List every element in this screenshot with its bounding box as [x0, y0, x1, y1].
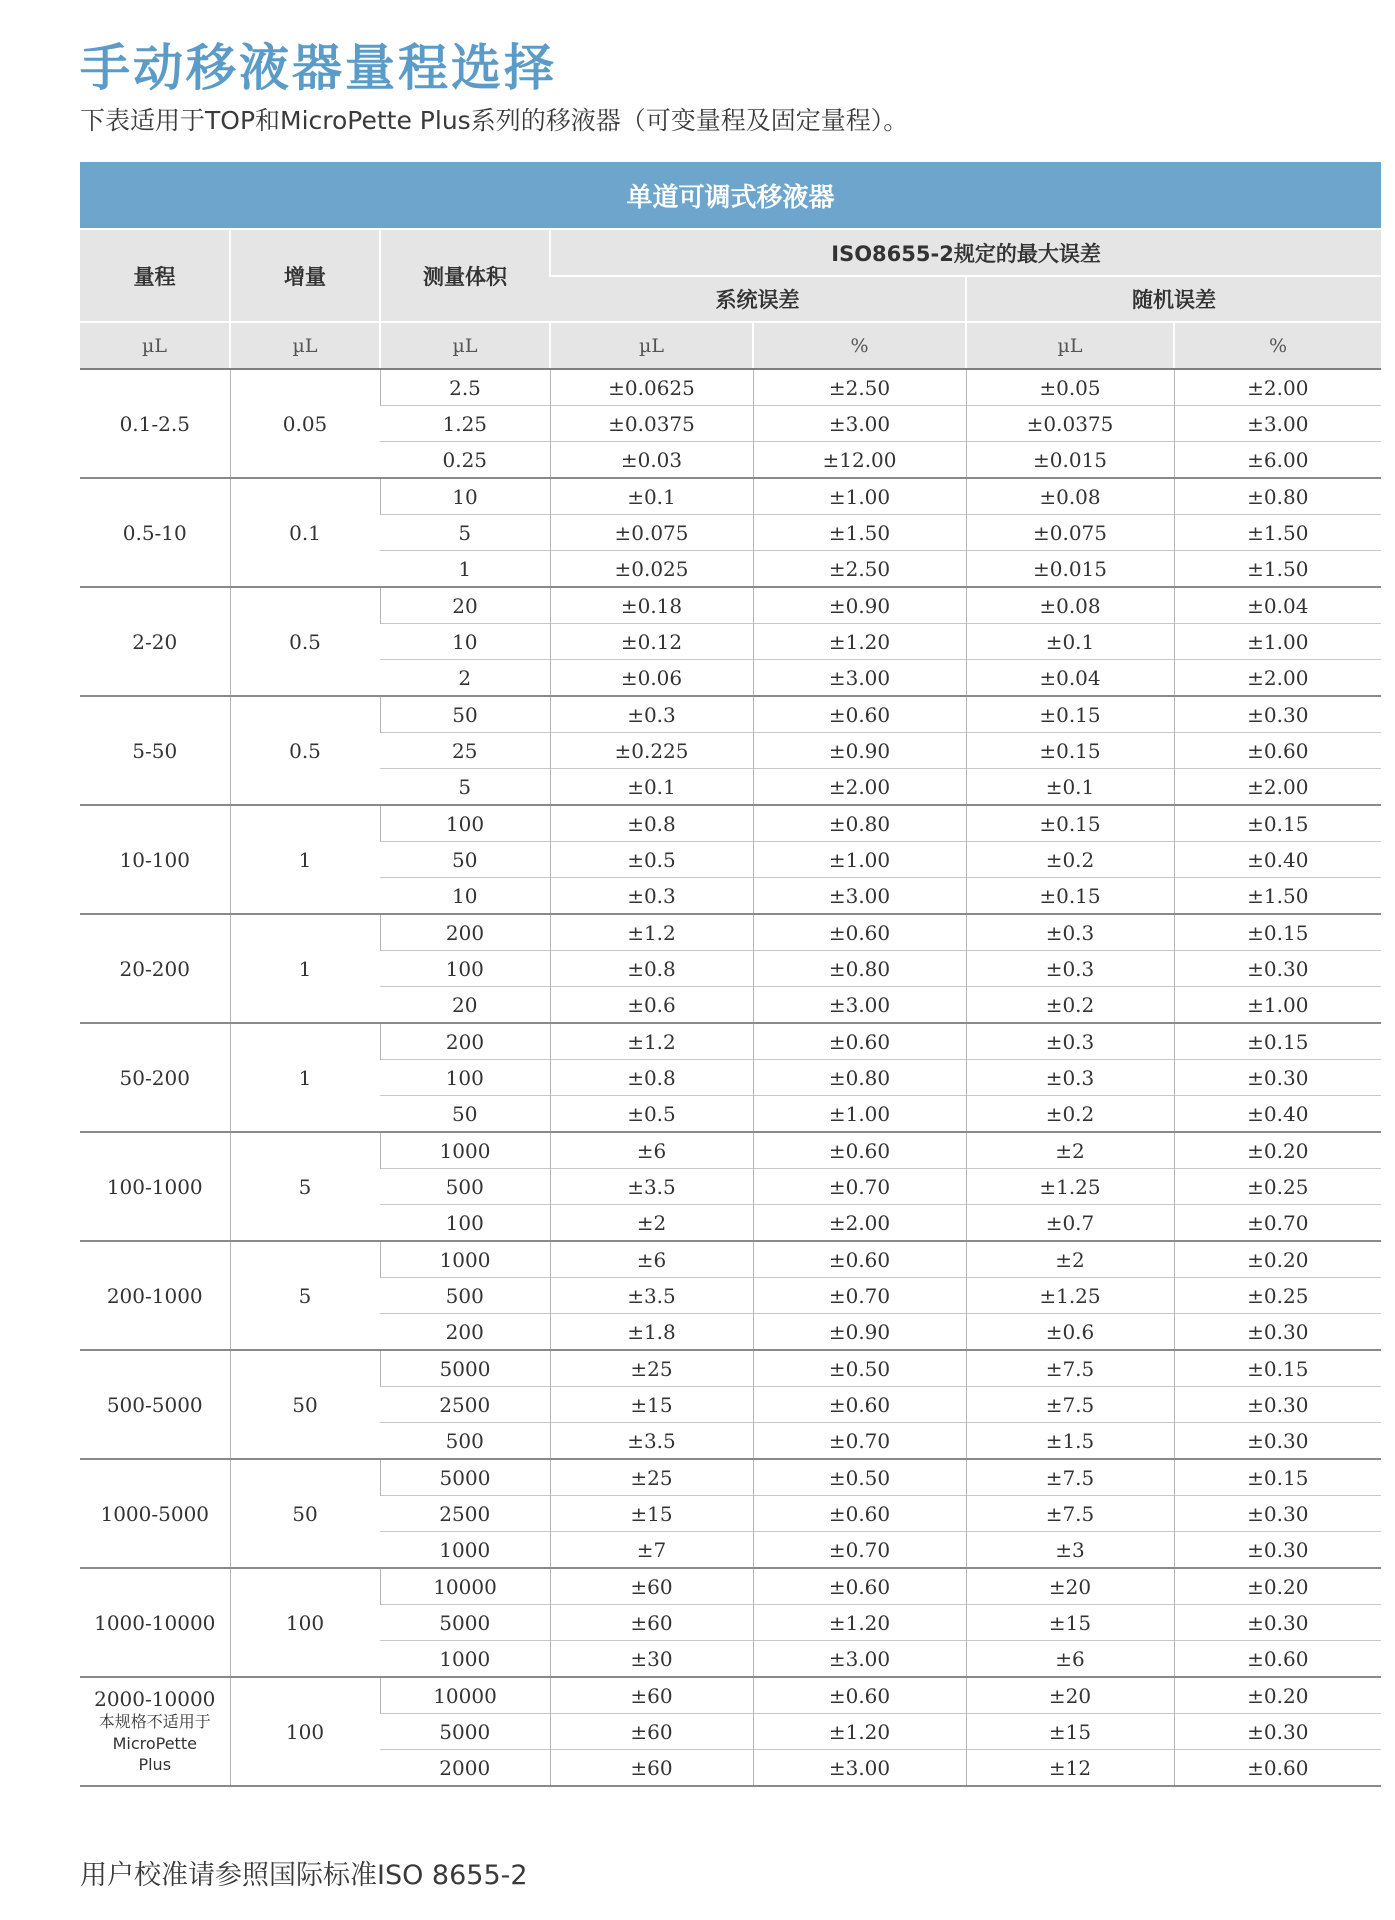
systematic-pct-cell: ±0.70	[753, 1278, 966, 1314]
volume-cell: 2.5	[380, 369, 550, 406]
table-row	[80, 1568, 1381, 1605]
unit-cell: µL	[550, 322, 753, 369]
header-range: 量程	[80, 229, 230, 322]
unit-cell: µL	[230, 322, 380, 369]
volume-cell: 10000	[380, 1568, 550, 1605]
table-row	[80, 587, 1381, 624]
systematic-pct-cell: ±0.90	[753, 587, 966, 624]
volume-cell: 100	[380, 1205, 550, 1242]
random-pct-cell: ±0.20	[1174, 1677, 1381, 1714]
range-value: 100-1000	[106, 1174, 203, 1199]
systematic-pct-cell: ±2.50	[753, 369, 966, 406]
random-ul-cell: ±0.0375	[966, 406, 1174, 442]
page-subtitle: 下表适用于TOP和MicroPette Plus系列的移液器（可变量程及固定量程）。	[80, 106, 909, 135]
random-ul-cell: ±0.075	[966, 515, 1174, 551]
random-ul-cell: ±12	[966, 1750, 1174, 1787]
systematic-pct-cell: ±0.80	[753, 1060, 966, 1096]
random-ul-cell: ±1.5	[966, 1423, 1174, 1460]
table-row	[80, 478, 1381, 515]
range-cell	[80, 696, 230, 805]
systematic-ul-cell: ±0.0625	[550, 369, 753, 406]
systematic-pct-cell: ±1.20	[753, 1605, 966, 1641]
random-pct-cell: ±0.70	[1174, 1205, 1381, 1242]
range-group	[80, 696, 1381, 805]
increment-cell: 0.1	[230, 478, 380, 587]
systematic-pct-cell: ±3.00	[753, 878, 966, 915]
systematic-pct-cell: ±0.90	[753, 733, 966, 769]
random-pct-cell: ±1.50	[1174, 878, 1381, 915]
table-row	[80, 1241, 1381, 1278]
range-value: 20-200	[119, 956, 190, 981]
systematic-ul-cell: ±0.0375	[550, 406, 753, 442]
increment-cell: 50	[230, 1459, 380, 1568]
random-ul-cell: ±20	[966, 1568, 1174, 1605]
random-pct-cell: ±0.40	[1174, 842, 1381, 878]
volume-cell: 500	[380, 1423, 550, 1460]
random-ul-cell: ±0.15	[966, 805, 1174, 842]
systematic-ul-cell: ±60	[550, 1750, 753, 1787]
range-group	[80, 1350, 1381, 1459]
unit-cell: µL	[966, 322, 1174, 369]
range-cell	[80, 587, 230, 696]
range-value: 0.1-2.5	[119, 411, 190, 436]
range-value: 50-200	[119, 1065, 190, 1090]
volume-cell: 1	[380, 551, 550, 588]
random-ul-cell: ±0.15	[966, 878, 1174, 915]
volume-cell: 1000	[380, 1532, 550, 1569]
range-cell	[80, 1023, 230, 1132]
systematic-ul-cell: ±15	[550, 1496, 753, 1532]
systematic-ul-cell: ±6	[550, 1132, 753, 1169]
systematic-pct-cell: ±3.00	[753, 1750, 966, 1787]
systematic-pct-cell: ±2.00	[753, 1205, 966, 1242]
increment-cell: 5	[230, 1132, 380, 1241]
systematic-ul-cell: ±0.5	[550, 842, 753, 878]
random-pct-cell: ±0.20	[1174, 1568, 1381, 1605]
systematic-pct-cell: ±0.60	[753, 1241, 966, 1278]
volume-cell: 10	[380, 624, 550, 660]
range-group	[80, 805, 1381, 914]
volume-cell: 200	[380, 1023, 550, 1060]
systematic-ul-cell: ±0.03	[550, 442, 753, 479]
random-pct-cell: ±0.04	[1174, 587, 1381, 624]
systematic-ul-cell: ±3.5	[550, 1423, 753, 1460]
range-group	[80, 587, 1381, 696]
random-ul-cell: ±0.05	[966, 369, 1174, 406]
volume-cell: 2000	[380, 1750, 550, 1787]
random-pct-cell: ±0.25	[1174, 1278, 1381, 1314]
systematic-ul-cell: ±30	[550, 1641, 753, 1678]
random-pct-cell: ±1.50	[1174, 515, 1381, 551]
range-value: 2000-10000	[94, 1687, 216, 1712]
random-ul-cell: ±0.7	[966, 1205, 1174, 1242]
random-pct-cell: ±0.60	[1174, 733, 1381, 769]
systematic-ul-cell: ±0.3	[550, 696, 753, 733]
systematic-pct-cell: ±0.50	[753, 1459, 966, 1496]
systematic-ul-cell: ±0.1	[550, 769, 753, 806]
random-ul-cell: ±0.015	[966, 551, 1174, 588]
systematic-ul-cell: ±0.025	[550, 551, 753, 588]
increment-cell: 5	[230, 1241, 380, 1350]
unit-cell: µL	[380, 322, 550, 369]
random-ul-cell: ±0.6	[966, 1314, 1174, 1351]
random-ul-cell: ±0.015	[966, 442, 1174, 479]
systematic-ul-cell: ±0.6	[550, 987, 753, 1024]
systematic-pct-cell: ±2.50	[753, 551, 966, 588]
systematic-pct-cell: ±0.80	[753, 951, 966, 987]
random-pct-cell: ±0.15	[1174, 1023, 1381, 1060]
systematic-pct-cell: ±3.00	[753, 987, 966, 1024]
random-pct-cell: ±0.15	[1174, 1459, 1381, 1496]
random-pct-cell: ±0.15	[1174, 914, 1381, 951]
volume-cell: 5000	[380, 1459, 550, 1496]
table-banner: 单道可调式移液器	[80, 162, 1381, 229]
systematic-pct-cell: ±0.70	[753, 1423, 966, 1460]
volume-cell: 25	[380, 733, 550, 769]
random-pct-cell: ±0.20	[1174, 1132, 1381, 1169]
volume-cell: 1000	[380, 1241, 550, 1278]
volume-cell: 5000	[380, 1350, 550, 1387]
systematic-pct-cell: ±1.20	[753, 1714, 966, 1750]
random-pct-cell: ±0.15	[1174, 805, 1381, 842]
random-pct-cell: ±0.30	[1174, 696, 1381, 733]
random-pct-cell: ±0.30	[1174, 1423, 1381, 1460]
header-volume: 测量体积	[380, 229, 550, 322]
random-pct-cell: ±0.80	[1174, 478, 1381, 515]
increment-cell: 100	[230, 1677, 380, 1786]
increment-cell: 100	[230, 1568, 380, 1677]
systematic-pct-cell: ±2.00	[753, 769, 966, 806]
systematic-pct-cell: ±0.60	[753, 1677, 966, 1714]
systematic-pct-cell: ±0.60	[753, 696, 966, 733]
volume-cell: 1000	[380, 1641, 550, 1678]
random-pct-cell: ±1.00	[1174, 987, 1381, 1024]
table-row	[80, 1459, 1381, 1496]
range-group	[80, 1459, 1381, 1568]
increment-cell: 1	[230, 914, 380, 1023]
systematic-ul-cell: ±60	[550, 1677, 753, 1714]
increment-cell: 0.5	[230, 696, 380, 805]
random-ul-cell: ±1.25	[966, 1169, 1174, 1205]
volume-cell: 200	[380, 914, 550, 951]
range-cell	[80, 478, 230, 587]
table-row	[80, 1677, 1381, 1714]
increment-cell: 0.5	[230, 587, 380, 696]
random-ul-cell: ±0.3	[966, 914, 1174, 951]
systematic-ul-cell: ±3.5	[550, 1278, 753, 1314]
systematic-ul-cell: ±60	[550, 1568, 753, 1605]
volume-cell: 1.25	[380, 406, 550, 442]
systematic-pct-cell: ±0.70	[753, 1532, 966, 1569]
systematic-ul-cell: ±0.225	[550, 733, 753, 769]
page-title: 手动移液器量程选择	[80, 39, 557, 97]
footer-note: 用户校准请参照国际标准ISO 8655-2	[80, 1860, 528, 1891]
random-ul-cell: ±3	[966, 1532, 1174, 1569]
increment-cell: 1	[230, 1023, 380, 1132]
volume-cell: 100	[380, 951, 550, 987]
systematic-ul-cell: ±3.5	[550, 1169, 753, 1205]
volume-cell: 100	[380, 1060, 550, 1096]
range-cell	[80, 1241, 230, 1350]
random-ul-cell: ±1.25	[966, 1278, 1174, 1314]
table-row	[80, 805, 1381, 842]
systematic-ul-cell: ±0.1	[550, 478, 753, 515]
systematic-ul-cell: ±0.12	[550, 624, 753, 660]
random-pct-cell: ±3.00	[1174, 406, 1381, 442]
random-ul-cell: ±0.08	[966, 478, 1174, 515]
unit-cell: %	[1174, 322, 1381, 369]
random-ul-cell: ±7.5	[966, 1350, 1174, 1387]
random-pct-cell: ±0.60	[1174, 1750, 1381, 1787]
systematic-pct-cell: ±0.50	[753, 1350, 966, 1387]
range-value: 2-20	[132, 629, 178, 654]
volume-cell: 2500	[380, 1496, 550, 1532]
systematic-ul-cell: ±6	[550, 1241, 753, 1278]
random-ul-cell: ±7.5	[966, 1496, 1174, 1532]
range-group	[80, 1241, 1381, 1350]
random-pct-cell: ±2.00	[1174, 369, 1381, 406]
table-row	[80, 369, 1381, 406]
range-group	[80, 914, 1381, 1023]
table-row	[80, 1023, 1381, 1060]
random-pct-cell: ±0.40	[1174, 1096, 1381, 1133]
random-pct-cell: ±6.00	[1174, 442, 1381, 479]
volume-cell: 2500	[380, 1387, 550, 1423]
random-pct-cell: ±0.25	[1174, 1169, 1381, 1205]
systematic-ul-cell: ±0.8	[550, 951, 753, 987]
random-ul-cell: ±6	[966, 1641, 1174, 1678]
systematic-ul-cell: ±1.2	[550, 914, 753, 951]
random-pct-cell: ±0.30	[1174, 1532, 1381, 1569]
random-pct-cell: ±0.30	[1174, 1605, 1381, 1641]
random-pct-cell: ±0.30	[1174, 1714, 1381, 1750]
systematic-pct-cell: ±3.00	[753, 660, 966, 697]
increment-cell: 50	[230, 1350, 380, 1459]
volume-cell: 10	[380, 478, 550, 515]
range-group	[80, 478, 1381, 587]
volume-cell: 2	[380, 660, 550, 697]
systematic-ul-cell: ±1.2	[550, 1023, 753, 1060]
systematic-ul-cell: ±0.075	[550, 515, 753, 551]
unit-cell: %	[753, 322, 966, 369]
systematic-pct-cell: ±12.00	[753, 442, 966, 479]
range-cell	[80, 1677, 230, 1786]
volume-cell: 500	[380, 1169, 550, 1205]
range-value: 1000-5000	[100, 1501, 210, 1526]
systematic-pct-cell: ±0.60	[753, 1568, 966, 1605]
systematic-ul-cell: ±0.8	[550, 805, 753, 842]
random-ul-cell: ±0.15	[966, 696, 1174, 733]
systematic-pct-cell: ±0.80	[753, 805, 966, 842]
random-ul-cell: ±0.04	[966, 660, 1174, 697]
range-value: 200-1000	[106, 1283, 203, 1308]
random-ul-cell: ±7.5	[966, 1459, 1174, 1496]
random-ul-cell: ±0.2	[966, 842, 1174, 878]
systematic-pct-cell: ±3.00	[753, 1641, 966, 1678]
random-ul-cell: ±7.5	[966, 1387, 1174, 1423]
range-cell	[80, 1568, 230, 1677]
volume-cell: 20	[380, 987, 550, 1024]
range-group	[80, 1568, 1381, 1677]
header-systematic-error: 系统误差	[550, 276, 966, 322]
range-group	[80, 1023, 1381, 1132]
range-group	[80, 1677, 1381, 1786]
systematic-ul-cell: ±15	[550, 1387, 753, 1423]
range-cell	[80, 1459, 230, 1568]
systematic-pct-cell: ±0.70	[753, 1169, 966, 1205]
random-pct-cell: ±0.30	[1174, 951, 1381, 987]
range-group	[80, 369, 1381, 478]
volume-cell: 50	[380, 696, 550, 733]
random-ul-cell: ±2	[966, 1241, 1174, 1278]
systematic-ul-cell: ±25	[550, 1350, 753, 1387]
table-row	[80, 696, 1381, 733]
header-max-error: ISO8655-2规定的最大误差	[550, 229, 1381, 276]
random-ul-cell: ±0.2	[966, 987, 1174, 1024]
volume-cell: 5	[380, 769, 550, 806]
increment-cell: 0.05	[230, 369, 380, 478]
volume-cell: 200	[380, 1314, 550, 1351]
range-value: 10-100	[119, 847, 190, 872]
random-ul-cell: ±0.1	[966, 624, 1174, 660]
systematic-ul-cell: ±60	[550, 1605, 753, 1641]
systematic-ul-cell: ±0.3	[550, 878, 753, 915]
volume-cell: 0.25	[380, 442, 550, 479]
range-cell	[80, 914, 230, 1023]
systematic-pct-cell: ±1.00	[753, 1096, 966, 1133]
random-pct-cell: ±2.00	[1174, 660, 1381, 697]
systematic-ul-cell: ±25	[550, 1459, 753, 1496]
systematic-pct-cell: ±1.50	[753, 515, 966, 551]
systematic-ul-cell: ±0.18	[550, 587, 753, 624]
volume-cell: 50	[380, 1096, 550, 1133]
table-row	[80, 1350, 1381, 1387]
range-cell	[80, 805, 230, 914]
pipette-range-table	[80, 162, 1381, 1787]
volume-cell: 50	[380, 842, 550, 878]
systematic-ul-cell: ±2	[550, 1205, 753, 1242]
random-pct-cell: ±1.50	[1174, 551, 1381, 588]
increment-cell: 1	[230, 805, 380, 914]
systematic-pct-cell: ±0.60	[753, 914, 966, 951]
systematic-pct-cell: ±1.00	[753, 478, 966, 515]
random-ul-cell: ±0.3	[966, 1060, 1174, 1096]
volume-cell: 1000	[380, 1132, 550, 1169]
random-pct-cell: ±0.30	[1174, 1060, 1381, 1096]
random-pct-cell: ±0.30	[1174, 1387, 1381, 1423]
range-value: 0.5-10	[122, 520, 187, 545]
table-row	[80, 914, 1381, 951]
range-cell	[80, 369, 230, 478]
range-value: 500-5000	[106, 1392, 203, 1417]
systematic-pct-cell: ±0.60	[753, 1387, 966, 1423]
header-increment: 增量	[230, 229, 380, 322]
random-ul-cell: ±20	[966, 1677, 1174, 1714]
systematic-pct-cell: ±3.00	[753, 406, 966, 442]
random-ul-cell: ±15	[966, 1605, 1174, 1641]
random-ul-cell: ±2	[966, 1132, 1174, 1169]
systematic-ul-cell: ±60	[550, 1714, 753, 1750]
random-ul-cell: ±0.2	[966, 1096, 1174, 1133]
systematic-pct-cell: ±1.20	[753, 624, 966, 660]
systematic-pct-cell: ±0.60	[753, 1132, 966, 1169]
volume-cell: 20	[380, 587, 550, 624]
volume-cell: 100	[380, 805, 550, 842]
random-ul-cell: ±0.3	[966, 951, 1174, 987]
range-cell	[80, 1350, 230, 1459]
random-pct-cell: ±0.30	[1174, 1496, 1381, 1532]
volume-cell: 5000	[380, 1714, 550, 1750]
systematic-ul-cell: ±7	[550, 1532, 753, 1569]
systematic-ul-cell: ±1.8	[550, 1314, 753, 1351]
range-value: 1000-10000	[94, 1610, 216, 1635]
random-pct-cell: ±2.00	[1174, 769, 1381, 806]
volume-cell: 10000	[380, 1677, 550, 1714]
range-value: 5-50	[132, 738, 178, 763]
volume-cell: 5	[380, 515, 550, 551]
volume-cell: 5000	[380, 1605, 550, 1641]
range-cell	[80, 1132, 230, 1241]
systematic-pct-cell: ±0.60	[753, 1023, 966, 1060]
random-ul-cell: ±0.15	[966, 733, 1174, 769]
volume-cell: 500	[380, 1278, 550, 1314]
random-ul-cell: ±0.08	[966, 587, 1174, 624]
header-random-error: 随机误差	[966, 276, 1381, 322]
systematic-pct-cell: ±0.90	[753, 1314, 966, 1351]
volume-cell: 10	[380, 878, 550, 915]
random-pct-cell: ±0.15	[1174, 1350, 1381, 1387]
systematic-pct-cell: ±1.00	[753, 842, 966, 878]
table-row	[80, 1132, 1381, 1169]
pipette-range-table-container	[80, 162, 1381, 1787]
random-pct-cell: ±0.20	[1174, 1241, 1381, 1278]
systematic-ul-cell: ±0.5	[550, 1096, 753, 1133]
random-ul-cell: ±0.3	[966, 1023, 1174, 1060]
systematic-ul-cell: ±0.06	[550, 660, 753, 697]
range-group	[80, 1132, 1381, 1241]
systematic-ul-cell: ±0.8	[550, 1060, 753, 1096]
unit-cell: µL	[80, 322, 230, 369]
random-ul-cell: ±15	[966, 1714, 1174, 1750]
random-ul-cell: ±0.1	[966, 769, 1174, 806]
random-pct-cell: ±0.60	[1174, 1641, 1381, 1678]
range-note: 本规格不适用于MicroPette Plus	[98, 1712, 211, 1775]
random-pct-cell: ±1.00	[1174, 624, 1381, 660]
random-pct-cell: ±0.30	[1174, 1314, 1381, 1351]
systematic-pct-cell: ±0.60	[753, 1496, 966, 1532]
